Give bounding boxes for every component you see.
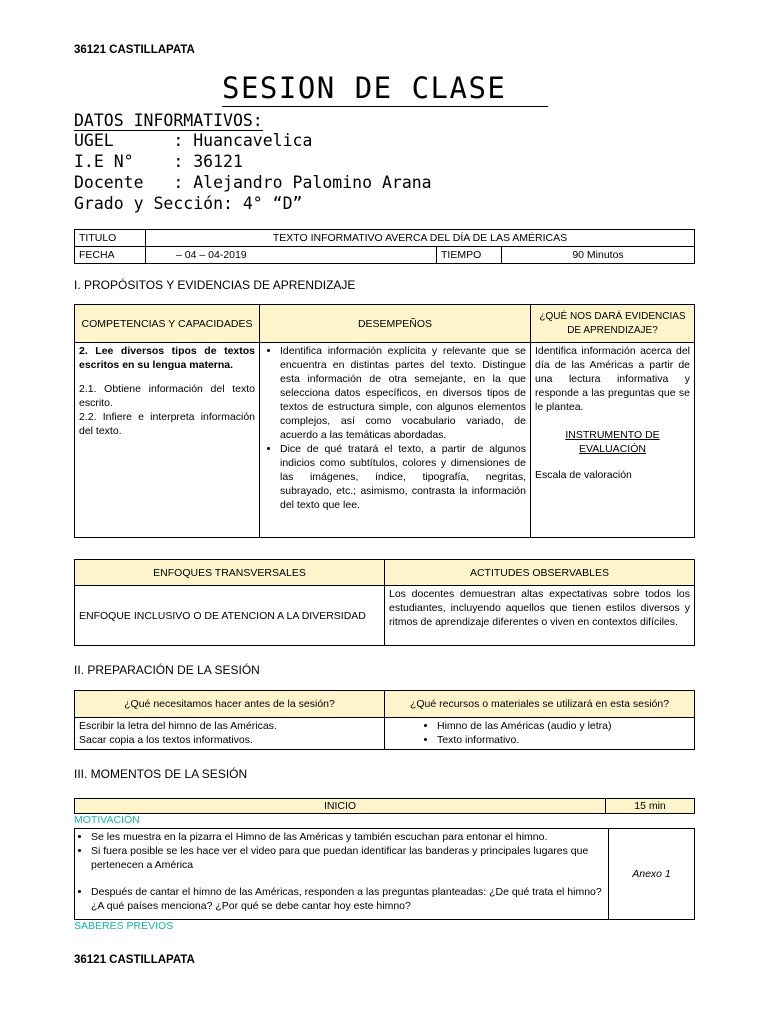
momento-item: • Si fuera posible se les hace ver el video para que puedan identificar las banderas y principales lugares que pertenecen a América bbox=[91, 844, 604, 872]
header-evidencias: ¿QUÉ NOS DARÁ EVIDENCIAS DE APRENDIZAJE? bbox=[531, 305, 695, 343]
competencia-main: 2. Lee diversos tipos de textos escritos en su lengua materna. bbox=[79, 345, 255, 371]
header-recursos: ¿Qué recursos o materiales se utilizará en esta sesión? bbox=[385, 691, 695, 718]
recurso-item: • Texto informativo. bbox=[437, 733, 690, 747]
capacidad-1: 2.1. Obtiene información del texto escrito. bbox=[79, 383, 255, 409]
anexo-cell: Anexo 1 bbox=[609, 829, 695, 920]
momentos-table bbox=[74, 828, 695, 920]
page-header: 36121 CASTILLAPATA bbox=[74, 44, 195, 56]
preparacion-table bbox=[74, 690, 695, 750]
desempenos-list bbox=[264, 344, 526, 512]
section-momentos: III. MOMENTOS DE LA SESIÓN bbox=[74, 767, 248, 781]
momentos-header-table bbox=[74, 798, 695, 814]
inicio-tiempo: 15 min bbox=[606, 799, 695, 814]
momentos-cell bbox=[75, 829, 609, 920]
page-footer: 36121 CASTILLAPATA bbox=[74, 954, 195, 966]
antes-item: Sacar copia a los textos informativos. bbox=[79, 734, 253, 746]
propositos-table bbox=[74, 304, 695, 538]
recursos-list bbox=[389, 719, 690, 747]
capacidad-2: 2.2. Infiere e interpreta información del texto. bbox=[79, 411, 255, 437]
recurso-item: • Himno de las Américas (audio y letra) bbox=[437, 719, 690, 733]
datos-heading: DATOS INFORMATIVOS: bbox=[74, 111, 263, 130]
antes-cell bbox=[75, 718, 385, 750]
inicio-label: INICIO bbox=[75, 799, 606, 814]
desempeno-item: • Identifica información explícita y relevante que se encuentra en distintas partes del texto. Distingue esta información de otra semejante, en la que selecciona datos específicos, en diversos tipos de textos de estructura simple, con algunos elementos complejos, así como vocabulario variado, de acuerdo a las temáticas abordadas. bbox=[280, 344, 526, 442]
enfoque-cell: ENFOQUE INCLUSIVO O DE ATENCION A LA DIVERSIDAD bbox=[75, 586, 385, 646]
instrumento-value: Escala de valoración bbox=[535, 469, 632, 481]
info-table bbox=[74, 229, 695, 264]
motivacion-label: MOTIVACIÓN bbox=[74, 814, 140, 826]
antes-item: Escribir la letra del himno de las Américas. bbox=[79, 720, 277, 732]
docente-line: Docente : Alejandro Palomino Arana bbox=[74, 173, 432, 192]
header-desempenos: DESEMPEÑOS bbox=[260, 305, 531, 343]
saberes-label: SABERES PREVIOS bbox=[74, 920, 174, 932]
ie-line: I.E N° : 36121 bbox=[74, 152, 243, 171]
tiempo-label: TIEMPO bbox=[437, 247, 502, 264]
evidencias-cell bbox=[531, 343, 695, 538]
actitud-cell: Los docentes demuestran altas expectativas sobre todos los estudiantes, incluyendo aquellos que tienen estilos diversos y ritmos de aprendizaje diferentes o viven en contextos difíciles. bbox=[385, 586, 695, 646]
titulo-label: TITULO bbox=[75, 230, 146, 247]
momentos-list bbox=[79, 830, 604, 913]
titulo-value: TEXTO INFORMATIVO AVERCA DEL DÍA DE LAS AMÉRICAS bbox=[146, 230, 695, 247]
desempenos-cell bbox=[260, 343, 531, 538]
header-actitudes: ACTITUDES OBSERVABLES bbox=[385, 560, 695, 586]
instrumento-title: INSTRUMENTO DE EVALUACIÓN bbox=[565, 429, 660, 455]
ugel-line: UGEL : Huancavelica bbox=[74, 131, 313, 150]
competencia-cell bbox=[75, 343, 260, 538]
header-enfoques: ENFOQUES TRANSVERSALES bbox=[75, 560, 385, 586]
tiempo-value: 90 Minutos bbox=[502, 247, 695, 264]
section-preparacion: II. PREPARACIÓN DE LA SESIÓN bbox=[74, 663, 260, 677]
recursos-cell bbox=[385, 718, 695, 750]
desempeno-item: • Dice de qué tratará el texto, a partir de algunos indicios como subtítulos, colores y dimensiones de las imágenes, índice, tipografía, negritas, subrayado, etc.; asimismo, contrasta la información del texto que lee. bbox=[280, 442, 526, 512]
enfoques-table bbox=[74, 559, 695, 646]
fecha-label: FECHA bbox=[75, 247, 146, 264]
page-title: SESION DE CLASE bbox=[222, 70, 548, 107]
grado-line: Grado y Sección: 4° “D” bbox=[74, 194, 303, 213]
momento-item: • Después de cantar el himno de las Américas, responden a las preguntas planteadas: ¿De qué trata el himno? ¿A qué países menciona? ¿Por qué se debe cantar hoy este himno? bbox=[91, 885, 604, 913]
momento-item: • Se les muestra en la pizarra el Himno de las Américas y también escuchan para entonar el himno. bbox=[91, 830, 604, 844]
header-competencias: COMPETENCIAS Y CAPACIDADES bbox=[75, 305, 260, 343]
section-propositos: I. PROPÓSITOS Y EVIDENCIAS DE APRENDIZAJE bbox=[74, 278, 356, 292]
fecha-value: – 04 – 04-2019 bbox=[146, 247, 437, 264]
header-antes: ¿Qué necesitamos hacer antes de la sesión? bbox=[75, 691, 385, 718]
evidencia-text: Identifica información acerca del día de las Américas a partir de una lectura informativa y responde a las preguntas que se le plantea. bbox=[535, 345, 690, 413]
